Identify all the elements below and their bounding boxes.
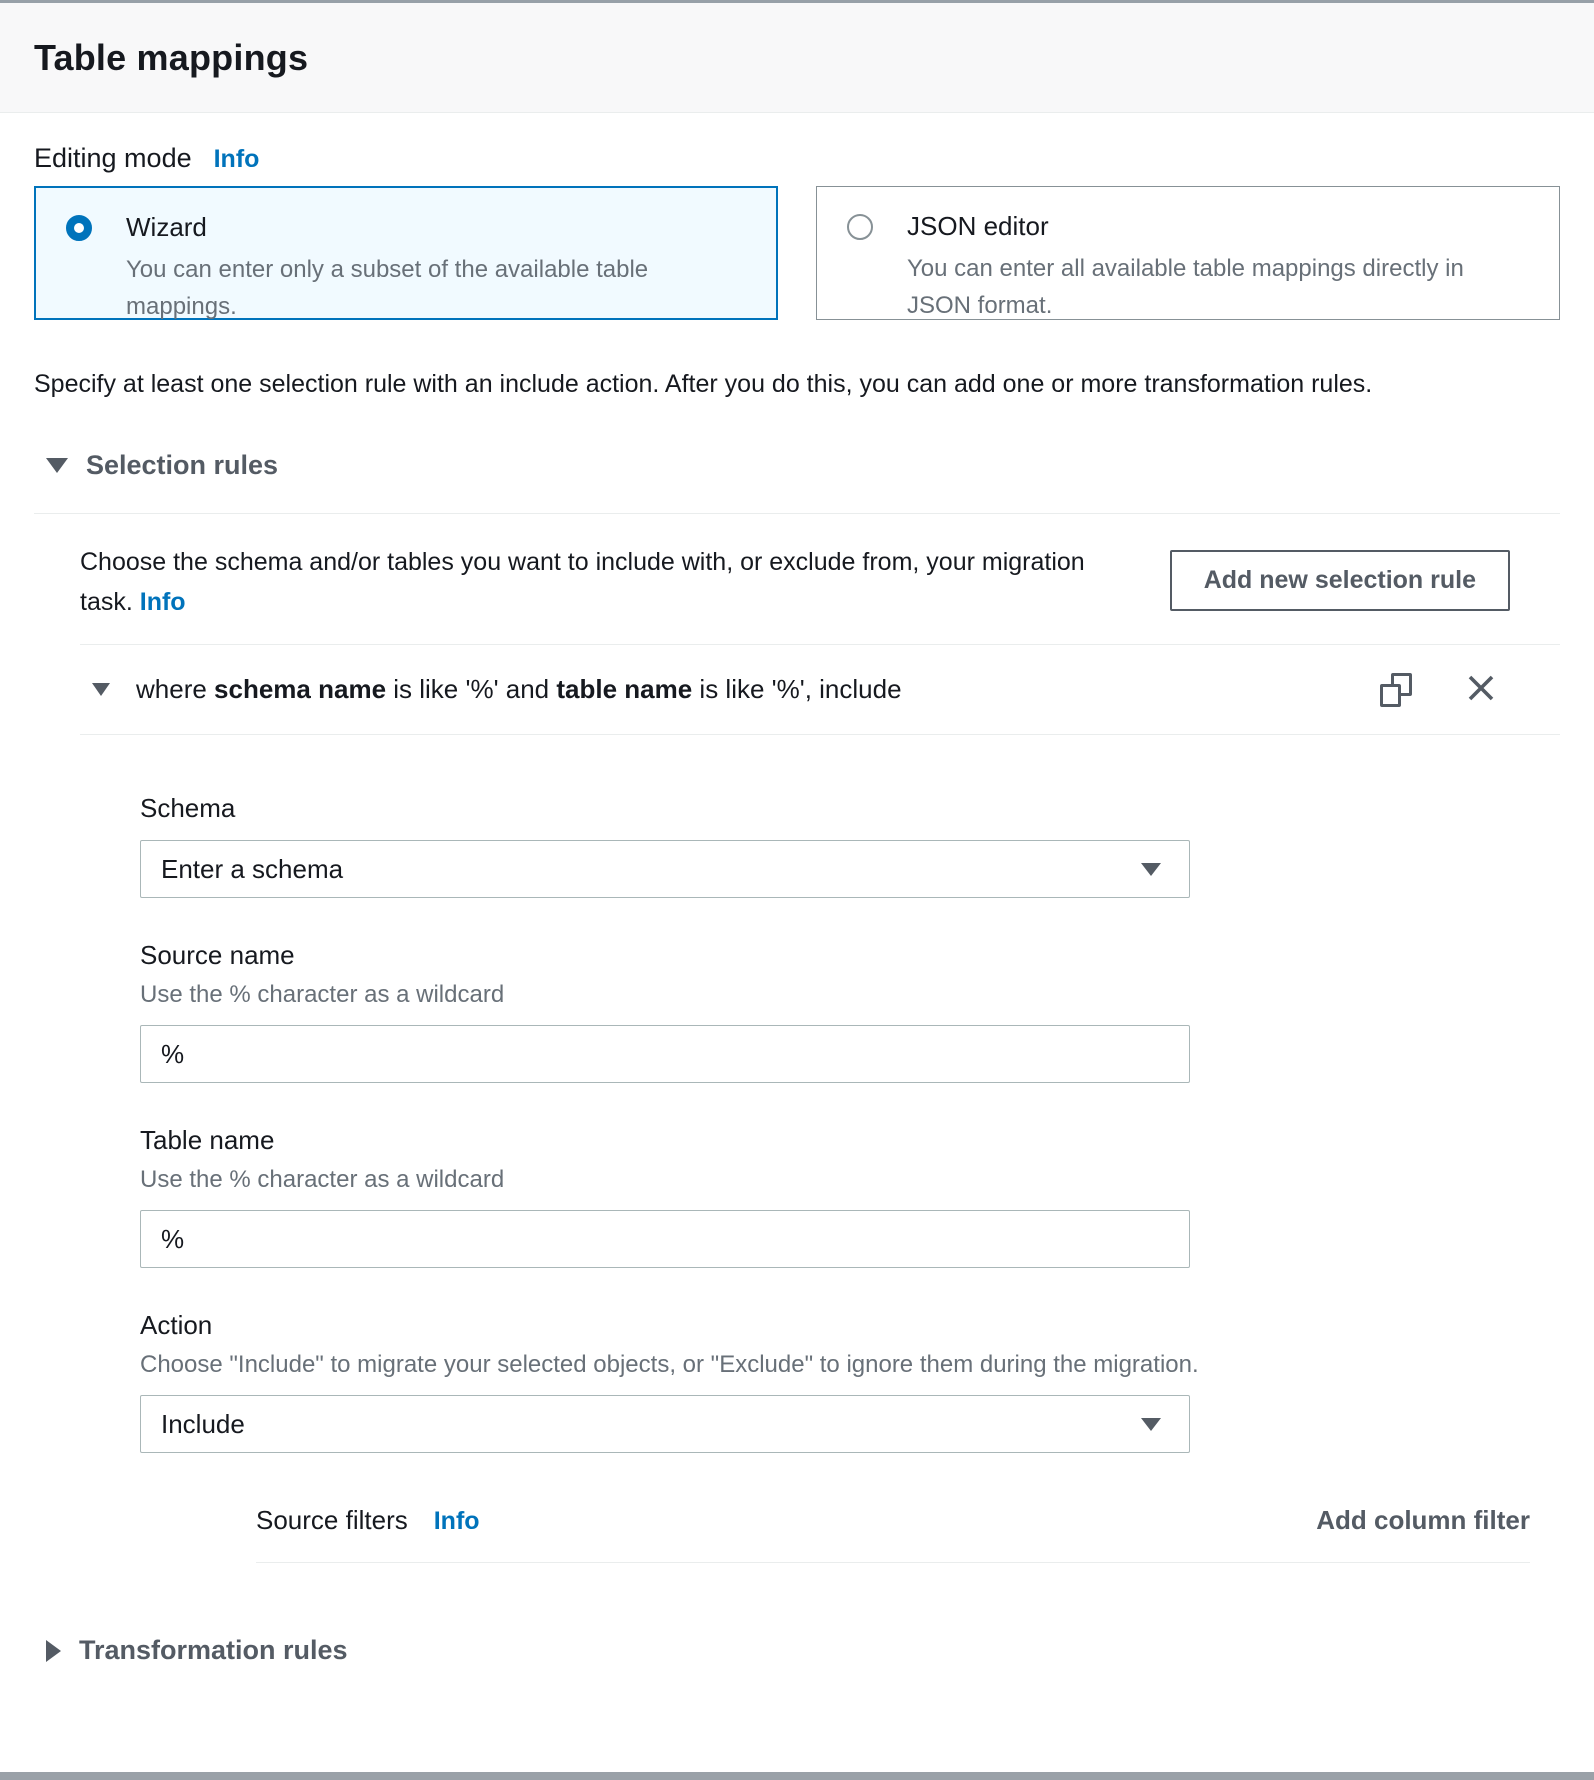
rule-summary-table-name: table name — [556, 674, 693, 704]
rule-summary-mid: is like '%' and — [386, 674, 557, 704]
remove-rule-button[interactable] — [1464, 671, 1498, 708]
rule-summary-where: where — [136, 674, 215, 704]
add-new-selection-rule-button[interactable]: Add new selection rule — [1170, 550, 1510, 611]
action-select[interactable] — [140, 1395, 1190, 1453]
panel-header — [0, 3, 1594, 113]
table-name-helper: Use the % character as a wildcard — [140, 1166, 505, 1193]
radio-card-wizard[interactable] — [34, 186, 778, 320]
duplicate-rule-button[interactable] — [1380, 673, 1412, 707]
schema-select-value: Enter a schema — [161, 853, 344, 884]
json-editor-option-label: JSON editor — [907, 211, 1049, 241]
selection-rules-header: Selection rules — [86, 450, 279, 480]
chevron-down-icon — [46, 458, 68, 473]
table-name-label: Table name — [140, 1125, 275, 1155]
horizontal-scrollbar[interactable] — [0, 1772, 1594, 1780]
chevron-right-icon — [46, 1640, 61, 1662]
editing-mode-info-link[interactable]: Info — [213, 145, 260, 173]
transformation-rules-header: Transformation rules — [79, 1635, 348, 1665]
divider — [34, 513, 1560, 514]
source-name-label: Source name — [140, 940, 295, 970]
rule-summary-tail: is like '%', include — [692, 674, 902, 704]
rule-summary[interactable] — [136, 674, 1380, 705]
source-filters-info-link[interactable]: Info — [433, 1507, 480, 1535]
selection-rules-description — [80, 528, 1110, 622]
table-name-input[interactable] — [140, 1210, 1190, 1268]
selection-rules-info-link[interactable]: Info — [139, 588, 186, 616]
selection-rules-description-text: Choose the schema and/or tables you want to include with, or exclude from, your migration task. — [80, 548, 1085, 616]
add-column-filter-button[interactable]: Add column filter — [1316, 1505, 1530, 1535]
intro-text: Specify at least one selection rule with an include action. After you do this, you can add one or more transformation rules. — [34, 370, 1373, 398]
source-filters-label: Source filters — [256, 1505, 408, 1535]
transformation-rules-toggle[interactable] — [46, 1635, 1560, 1666]
schema-select[interactable] — [140, 840, 1190, 898]
page-title: Table mappings — [34, 36, 309, 78]
close-icon — [1464, 671, 1498, 705]
json-editor-option-description: You can enter all available table mappings directly in JSON format. — [907, 255, 1464, 319]
radio-checked-icon[interactable] — [66, 215, 92, 241]
wizard-option-description: You can enter only a subset of the available table mappings. — [126, 256, 649, 320]
rule-collapse-icon[interactable] — [92, 683, 110, 696]
divider — [256, 1562, 1530, 1563]
action-helper: Choose "Include" to migrate your selected objects, or "Exclude" to ignore them during the migration. — [140, 1351, 1199, 1378]
action-select-value: Include — [161, 1408, 245, 1439]
editing-mode-label: Editing mode — [34, 143, 192, 173]
chevron-down-icon — [1141, 1418, 1161, 1431]
source-name-input[interactable] — [140, 1025, 1190, 1083]
schema-label: Schema — [140, 793, 236, 823]
action-label: Action — [140, 1310, 213, 1340]
chevron-down-icon — [1141, 863, 1161, 876]
divider — [80, 734, 1560, 735]
radio-unchecked-icon[interactable] — [847, 214, 873, 240]
copy-icon — [1380, 673, 1412, 707]
wizard-option-label: Wizard — [126, 212, 207, 242]
selection-rules-toggle[interactable] — [46, 450, 1560, 481]
rule-summary-schema-name: schema name — [214, 674, 387, 704]
source-name-helper: Use the % character as a wildcard — [140, 981, 505, 1008]
radio-card-json-editor[interactable] — [816, 186, 1560, 320]
